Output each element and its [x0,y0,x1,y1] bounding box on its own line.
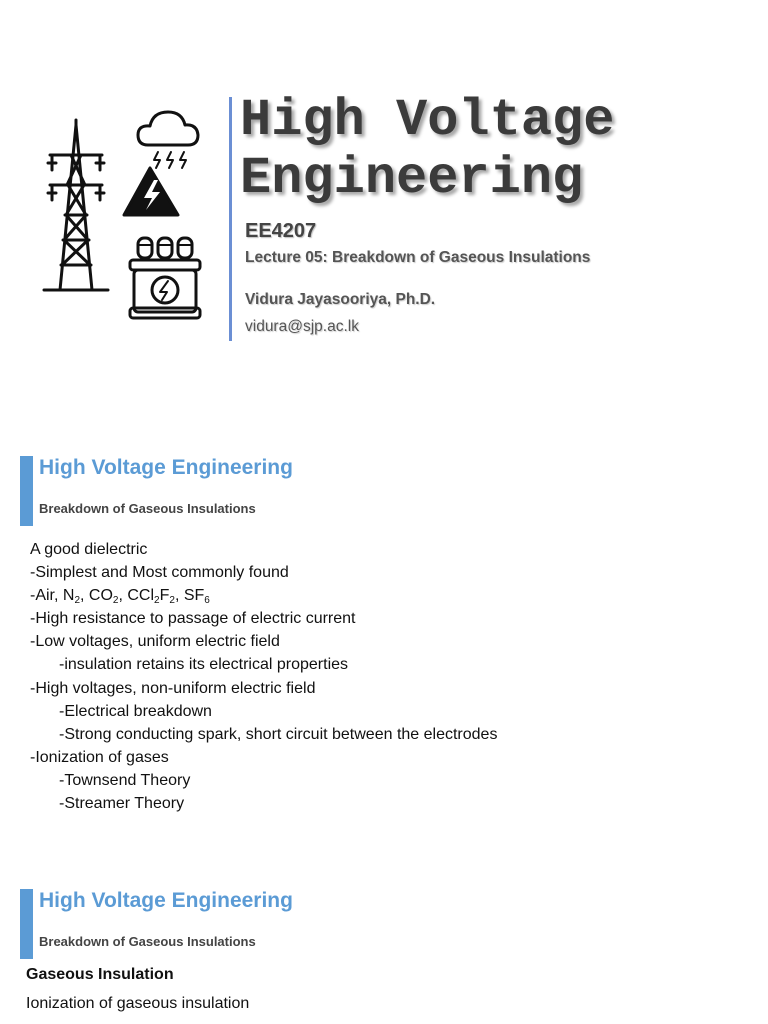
list-subitem: -insulation retains its electrical properties [59,656,349,674]
slide3-heading: Gaseous Insulation [26,966,174,983]
author-name: Vidura Jayasooriya, Ph.D. [245,291,436,308]
title-line-2: Engineering [240,149,584,208]
title-illustration [40,100,220,330]
course-code: EE4207 [245,220,317,242]
author-email: vidura@sjp.ac.lk [245,318,359,335]
storm-cloud-icon [138,112,198,168]
slide2-body [30,538,497,815]
header-accent-bar [20,456,33,526]
list-item: -Low voltages, uniform electric field [30,633,280,651]
list-subitem: -Townsend Theory [59,771,191,789]
list-item: -High resistance to passage of electric current [30,610,356,628]
list-item: -Simplest and Most commonly found [30,564,289,582]
list-item: A good dielectric [30,541,148,558]
slide3-header-title: High Voltage Engineering [39,889,293,912]
slide3-text: Ionization of gaseous insulation [26,995,250,1012]
slide2-header-title: High Voltage Engineering [39,456,293,479]
slide3-header-subtitle: Breakdown of Gaseous Insulations [39,934,256,949]
list-subitem: -Electrical breakdown [59,702,212,720]
presentation-title [240,92,614,208]
title-divider [229,97,232,341]
title-line-1: High Voltage [240,91,615,150]
list-item: -High voltages, non-uniform electric field [30,679,316,697]
slide2-header-subtitle: Breakdown of Gaseous Insulations [39,501,256,516]
list-item: -Ionization of gases [30,748,169,766]
list-subitem: -Streamer Theory [59,795,185,813]
gas-list-item: -Air, $N_2$, $CO_2$, $CCl_2F_2$, $SF_6$ [30,587,210,607]
transformer-icon [130,238,200,318]
list-subitem: -Strong conducting spark, short circuit between the electrodes [59,725,498,743]
high-voltage-warning-icon [124,168,178,215]
lecture-title: Lecture 05: Breakdown of Gaseous Insulations [245,249,591,266]
header-accent-bar [20,889,33,959]
transmission-tower-icon [44,120,108,290]
